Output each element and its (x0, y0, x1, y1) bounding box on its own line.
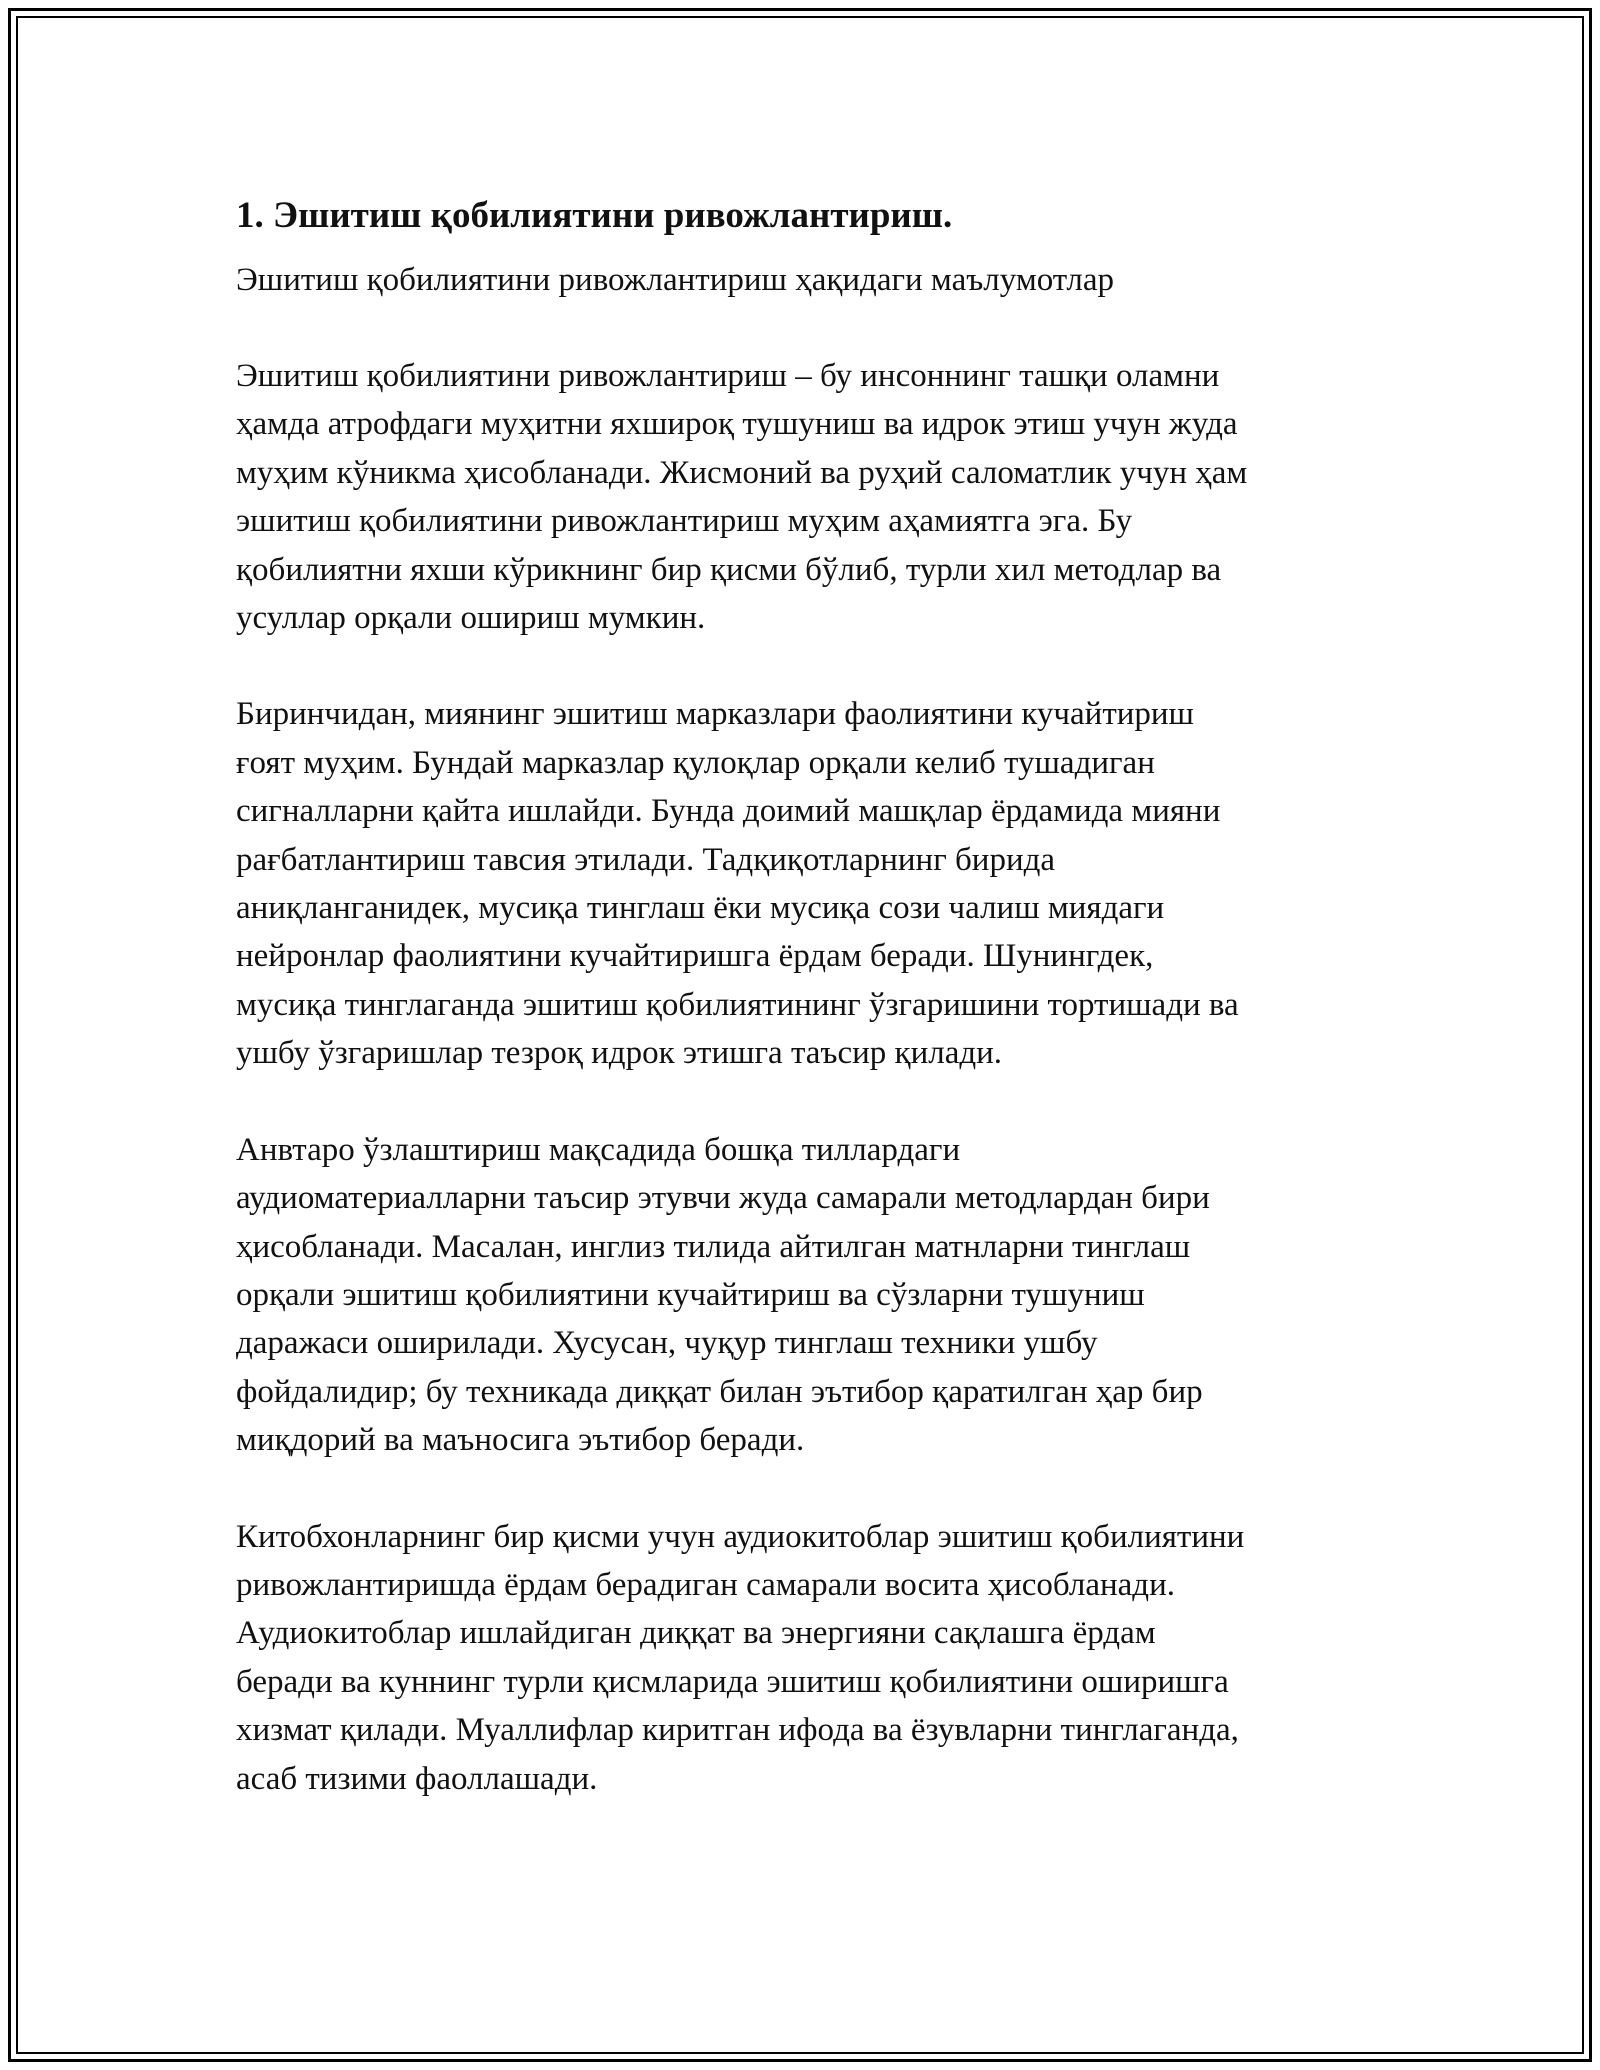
paragraph-foreign-audio (236, 1126, 1376, 1465)
document-body (236, 188, 1376, 1803)
paragraph-line: эшитиш қобилиятини ривожлантириш муҳим аҳамиятга эга. Бу (236, 503, 1133, 540)
paragraph-line: фойдалидир; бу техникада диққат билан эътибор қаратилган ҳар бир (236, 1373, 1203, 1410)
paragraph-line: Аудиокитоблар ишлайдиган диққат ва энергияни сақлашга ёрдам (236, 1615, 1156, 1652)
paragraph-line: миқдорий ва маъносига эътибор беради. (236, 1422, 805, 1459)
paragraph-audiobooks (236, 1513, 1376, 1803)
paragraph-line: ушбу ўзгаришлар тезроқ идрок этишга таъсир қилади. (236, 1035, 1003, 1072)
document-title: 1. Эшитиш қобилиятини ривожлантириш. (236, 195, 953, 236)
paragraph-line: Анвтаро ўзлаштириш мақсадида бошқа тиллардаги (236, 1131, 961, 1168)
paragraph-line: мусиқа тинглаганда эшитиш қобилиятининг ўзгаришини тортишади ва (236, 986, 1239, 1023)
paragraph-intro (236, 352, 1376, 642)
paragraph-line: ҳисобланади. Масалан, инглиз тилида айтилган матнларни тинглаш (236, 1228, 1191, 1265)
paragraph-line: сигналларни қайта ишлайди. Бунда доимий машқлар ёрдамида мияни (236, 793, 1221, 830)
paragraph-brain-centers (236, 690, 1376, 1077)
paragraph-line: рағбатлантириш тавсия этилади. Тадқиқотларнинг бирида (236, 841, 1056, 878)
paragraph-line: ривожлантиришда ёрдам берадиган самарали восита ҳисобланади. (236, 1566, 1176, 1603)
paragraph-line: муҳим кўникма ҳисобланади. Жисмоний ва руҳий саломатлик учун ҳам (236, 454, 1248, 491)
paragraph-line: Китобхонларнинг бир қисми учун аудиокитоблар эшитиш қобилиятини (236, 1518, 1245, 1555)
paragraph-line: асаб тизими фаоллашади. (236, 1760, 598, 1797)
paragraph-line: орқали эшитиш қобилиятини кучайтириш ва сўзларни тушуниш (236, 1276, 1145, 1313)
paragraph-line: хизмат қилади. Муаллифлар киритган ифода ва ёзувларни тинглаганда, (236, 1712, 1239, 1749)
paragraph-line: Биринчидан, миянинг эшитиш марказлари фаолиятини кучайтириш (236, 696, 1194, 733)
paragraph-line: аудиоматериалларни таъсир этувчи жуда самарали методлардан бири (236, 1180, 1210, 1217)
paragraph-line: даражаси оширилади. Хусусан, чуқур тинглаш техники ушбу (236, 1325, 1098, 1362)
paragraph-line: ғоят муҳим. Бундай марказлар қулоқлар орқали келиб тушадиган (236, 744, 1155, 781)
paragraph-line: қобилиятни яхши кўрикнинг бир қисми бўлиб, турли хил методлар ва (236, 551, 1222, 588)
paragraph-line: Эшитиш қобилиятини ривожлантириш – бу инсоннинг ташқи оламни (236, 358, 1220, 394)
paragraph-line: беради ва куннинг турли қисмларида эшитиш қобилиятини оширишга (236, 1663, 1229, 1700)
paragraph-line: аниқланганидек, мусиқа тинглаш ёки мусиқа сози чалиш миядаги (236, 890, 1165, 927)
paragraph-line: ҳамда атрофдаги муҳитни яхшироқ тушуниш ва идрок этиш учун жуда (236, 406, 1238, 443)
paragraph-line: нейронлар фаолиятини кучайтиришга ёрдам беради. Шунингдек, (236, 938, 1154, 975)
document-subtitle: Эшитиш қобилиятини ривожлантириш ҳақидаги маълумотлар (236, 262, 1114, 298)
paragraph-line: усуллар орқали ошириш мумкин. (236, 600, 706, 637)
